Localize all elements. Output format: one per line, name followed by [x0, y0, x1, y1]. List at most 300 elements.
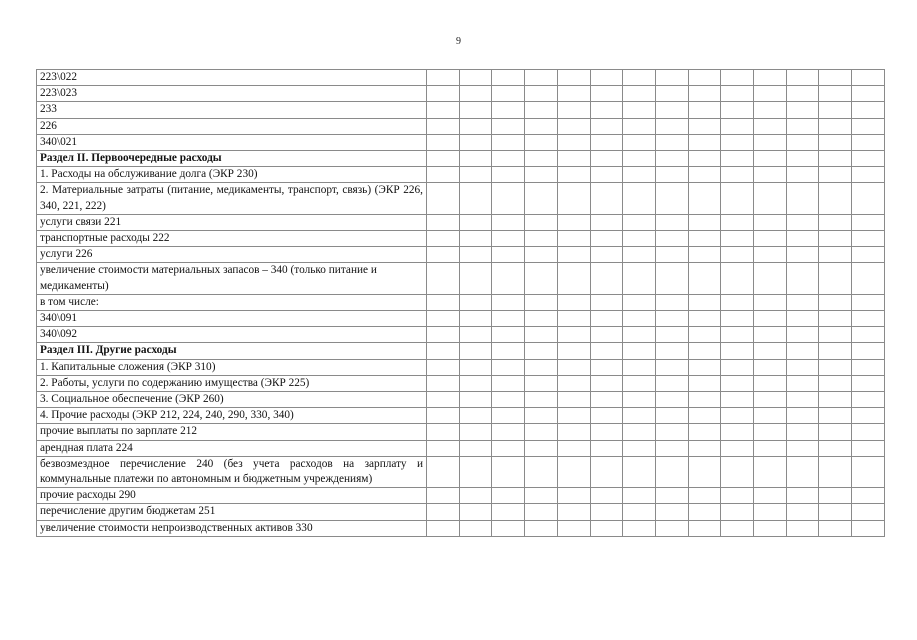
value-cell [459, 247, 492, 263]
row-label: транспортные расходы 222 [37, 231, 427, 247]
value-cell [459, 424, 492, 440]
value-cell [655, 167, 688, 183]
value-cell [852, 231, 885, 247]
value-cell [721, 214, 754, 230]
value-cell [721, 392, 754, 408]
value-cell [492, 183, 525, 214]
value-cell [655, 408, 688, 424]
value-cell [721, 359, 754, 375]
value-cell [721, 456, 754, 487]
value-cell [623, 263, 656, 294]
value-cell [786, 375, 819, 391]
table-row [37, 247, 885, 263]
value-cell [754, 440, 787, 456]
value-cell [721, 231, 754, 247]
value-cell [557, 102, 590, 118]
value-cell [492, 408, 525, 424]
value-cell [623, 70, 656, 86]
value-cell [590, 408, 623, 424]
value-cell [852, 183, 885, 214]
value-cell [721, 504, 754, 520]
value-cell [819, 294, 852, 310]
value-cell [623, 214, 656, 230]
value-cell [786, 167, 819, 183]
value-cell [590, 214, 623, 230]
value-cell [688, 134, 721, 150]
value-cell [427, 456, 460, 487]
value-cell [754, 343, 787, 359]
value-cell [721, 408, 754, 424]
value-cell [525, 167, 558, 183]
value-cell [557, 294, 590, 310]
value-cell [852, 247, 885, 263]
value-cell [459, 151, 492, 167]
value-cell [721, 102, 754, 118]
value-cell [754, 359, 787, 375]
value-cell [427, 86, 460, 102]
value-cell [557, 86, 590, 102]
value-cell [655, 488, 688, 504]
value-cell [427, 359, 460, 375]
value-cell [557, 263, 590, 294]
value-cell [819, 134, 852, 150]
value-cell [819, 214, 852, 230]
value-cell [852, 263, 885, 294]
value-cell [754, 520, 787, 536]
value-cell [427, 183, 460, 214]
value-cell [623, 343, 656, 359]
row-label: увеличение стоимости непроизводственных активов 330 [37, 520, 427, 536]
value-cell [819, 359, 852, 375]
value-cell [688, 343, 721, 359]
table-row [37, 359, 885, 375]
value-cell [492, 247, 525, 263]
value-cell [525, 359, 558, 375]
row-label: 223\023 [37, 86, 427, 102]
value-cell [754, 504, 787, 520]
value-cell [590, 134, 623, 150]
value-cell [525, 456, 558, 487]
value-cell [492, 231, 525, 247]
value-cell [786, 440, 819, 456]
value-cell [819, 375, 852, 391]
value-cell [492, 327, 525, 343]
value-cell [819, 311, 852, 327]
value-cell [852, 408, 885, 424]
row-label: в том числе: [37, 294, 427, 310]
value-cell [557, 70, 590, 86]
value-cell [754, 134, 787, 150]
value-cell [427, 343, 460, 359]
value-cell [688, 183, 721, 214]
value-cell [721, 183, 754, 214]
table-row [37, 102, 885, 118]
value-cell [590, 86, 623, 102]
value-cell [786, 70, 819, 86]
value-cell [786, 488, 819, 504]
value-cell [557, 520, 590, 536]
value-cell [655, 520, 688, 536]
value-cell [427, 214, 460, 230]
value-cell [623, 118, 656, 134]
value-cell [427, 70, 460, 86]
value-cell [557, 118, 590, 134]
value-cell [819, 343, 852, 359]
value-cell [459, 70, 492, 86]
value-cell [459, 504, 492, 520]
value-cell [819, 456, 852, 487]
value-cell [459, 231, 492, 247]
value-cell [819, 183, 852, 214]
row-label: 233 [37, 102, 427, 118]
value-cell [721, 247, 754, 263]
value-cell [427, 231, 460, 247]
value-cell [852, 70, 885, 86]
section-title: Раздел III. Другие расходы [37, 343, 427, 359]
value-cell [525, 311, 558, 327]
value-cell [492, 86, 525, 102]
value-cell [623, 424, 656, 440]
value-cell [655, 118, 688, 134]
value-cell [754, 392, 787, 408]
value-cell [852, 520, 885, 536]
value-cell [427, 102, 460, 118]
value-cell [786, 263, 819, 294]
value-cell [852, 440, 885, 456]
value-cell [557, 327, 590, 343]
value-cell [852, 102, 885, 118]
value-cell [525, 263, 558, 294]
value-cell [786, 231, 819, 247]
value-cell [655, 392, 688, 408]
row-label: арендная плата 224 [37, 440, 427, 456]
row-label: 340\092 [37, 327, 427, 343]
value-cell [786, 504, 819, 520]
value-cell [557, 440, 590, 456]
value-cell [655, 214, 688, 230]
value-cell [786, 456, 819, 487]
value-cell [688, 504, 721, 520]
value-cell [852, 134, 885, 150]
value-cell [754, 488, 787, 504]
value-cell [525, 424, 558, 440]
value-cell [688, 456, 721, 487]
value-cell [655, 134, 688, 150]
value-cell [819, 102, 852, 118]
table-row [37, 214, 885, 230]
value-cell [688, 247, 721, 263]
table-row [37, 520, 885, 536]
value-cell [459, 102, 492, 118]
table-row [37, 167, 885, 183]
value-cell [492, 392, 525, 408]
value-cell [492, 214, 525, 230]
value-cell [655, 440, 688, 456]
section-header-row [37, 343, 885, 359]
value-cell [852, 375, 885, 391]
value-cell [623, 392, 656, 408]
value-cell [852, 424, 885, 440]
value-cell [590, 327, 623, 343]
value-cell [688, 424, 721, 440]
value-cell [492, 118, 525, 134]
value-cell [852, 343, 885, 359]
value-cell [688, 359, 721, 375]
value-cell [590, 118, 623, 134]
value-cell [459, 440, 492, 456]
budget-table [36, 69, 885, 537]
value-cell [623, 231, 656, 247]
value-cell [754, 247, 787, 263]
value-cell [754, 151, 787, 167]
row-label: 4. Прочие расходы (ЭКР 212, 224, 240, 290, 330, 340) [37, 408, 427, 424]
row-label: увеличение стоимости материальных запасов – 340 (только питание и медикаменты) [37, 263, 427, 294]
value-cell [525, 294, 558, 310]
value-cell [590, 151, 623, 167]
value-cell [590, 294, 623, 310]
value-cell [459, 456, 492, 487]
value-cell [623, 86, 656, 102]
value-cell [819, 504, 852, 520]
value-cell [525, 375, 558, 391]
value-cell [427, 167, 460, 183]
value-cell [492, 440, 525, 456]
value-cell [819, 327, 852, 343]
value-cell [688, 151, 721, 167]
value-cell [786, 343, 819, 359]
value-cell [525, 327, 558, 343]
value-cell [819, 86, 852, 102]
value-cell [623, 102, 656, 118]
value-cell [623, 359, 656, 375]
value-cell [427, 311, 460, 327]
value-cell [590, 440, 623, 456]
value-cell [754, 214, 787, 230]
value-cell [492, 102, 525, 118]
value-cell [525, 520, 558, 536]
value-cell [525, 392, 558, 408]
value-cell [688, 231, 721, 247]
value-cell [492, 424, 525, 440]
value-cell [427, 294, 460, 310]
value-cell [427, 408, 460, 424]
value-cell [557, 167, 590, 183]
value-cell [655, 359, 688, 375]
table-row [37, 408, 885, 424]
value-cell [525, 102, 558, 118]
value-cell [623, 134, 656, 150]
value-cell [819, 392, 852, 408]
row-label: прочие выплаты по зарплате 212 [37, 424, 427, 440]
value-cell [721, 440, 754, 456]
table-row [37, 70, 885, 86]
value-cell [688, 214, 721, 230]
value-cell [427, 520, 460, 536]
value-cell [819, 263, 852, 294]
value-cell [819, 70, 852, 86]
row-label: 223\022 [37, 70, 427, 86]
table-row [37, 424, 885, 440]
value-cell [623, 167, 656, 183]
value-cell [819, 520, 852, 536]
table-row [37, 440, 885, 456]
value-cell [655, 327, 688, 343]
value-cell [427, 488, 460, 504]
value-cell [459, 134, 492, 150]
value-cell [754, 86, 787, 102]
value-cell [688, 263, 721, 294]
value-cell [754, 70, 787, 86]
value-cell [459, 294, 492, 310]
value-cell [623, 247, 656, 263]
value-cell [688, 102, 721, 118]
row-label: безвозмездное перечисление 240 (без учета расходов на зарплату и коммунальные платежи по автономным и бюджетным учреждениям) [37, 456, 427, 487]
value-cell [427, 327, 460, 343]
value-cell [688, 408, 721, 424]
value-cell [786, 247, 819, 263]
value-cell [557, 488, 590, 504]
value-cell [623, 151, 656, 167]
value-cell [721, 118, 754, 134]
value-cell [655, 375, 688, 391]
value-cell [623, 456, 656, 487]
value-cell [819, 118, 852, 134]
value-cell [819, 247, 852, 263]
value-cell [786, 102, 819, 118]
value-cell [525, 86, 558, 102]
value-cell [688, 294, 721, 310]
value-cell [427, 118, 460, 134]
value-cell [655, 102, 688, 118]
value-cell [557, 343, 590, 359]
value-cell [525, 247, 558, 263]
value-cell [754, 231, 787, 247]
value-cell [590, 247, 623, 263]
value-cell [852, 294, 885, 310]
value-cell [721, 167, 754, 183]
table-row [37, 392, 885, 408]
value-cell [786, 118, 819, 134]
table-row [37, 504, 885, 520]
value-cell [623, 294, 656, 310]
value-cell [623, 311, 656, 327]
value-cell [427, 504, 460, 520]
section-header-row [37, 151, 885, 167]
budget-table-body [37, 70, 885, 537]
value-cell [721, 520, 754, 536]
value-cell [525, 183, 558, 214]
value-cell [688, 118, 721, 134]
value-cell [786, 327, 819, 343]
table-row [37, 118, 885, 134]
value-cell [688, 375, 721, 391]
value-cell [754, 424, 787, 440]
value-cell [492, 70, 525, 86]
value-cell [852, 151, 885, 167]
value-cell [459, 375, 492, 391]
value-cell [525, 488, 558, 504]
value-cell [623, 375, 656, 391]
value-cell [688, 392, 721, 408]
value-cell [427, 263, 460, 294]
row-label: 2. Работы, услуги по содержанию имущества (ЭКР 225) [37, 375, 427, 391]
value-cell [492, 504, 525, 520]
value-cell [427, 424, 460, 440]
table-row [37, 231, 885, 247]
value-cell [852, 359, 885, 375]
value-cell [754, 375, 787, 391]
value-cell [459, 311, 492, 327]
row-label: 1. Капитальные сложения (ЭКР 310) [37, 359, 427, 375]
value-cell [557, 359, 590, 375]
table-row [37, 327, 885, 343]
value-cell [590, 70, 623, 86]
value-cell [786, 151, 819, 167]
value-cell [525, 151, 558, 167]
value-cell [590, 424, 623, 440]
value-cell [623, 520, 656, 536]
value-cell [427, 440, 460, 456]
table-row [37, 488, 885, 504]
value-cell [754, 102, 787, 118]
table-row [37, 311, 885, 327]
value-cell [655, 231, 688, 247]
row-label: услуги связи 221 [37, 214, 427, 230]
value-cell [786, 134, 819, 150]
value-cell [623, 488, 656, 504]
value-cell [557, 408, 590, 424]
value-cell [819, 151, 852, 167]
value-cell [590, 183, 623, 214]
value-cell [721, 327, 754, 343]
row-label: 3. Социальное обеспечение (ЭКР 260) [37, 392, 427, 408]
value-cell [819, 408, 852, 424]
value-cell [525, 70, 558, 86]
value-cell [459, 343, 492, 359]
section-title: Раздел II. Первоочередные расходы [37, 151, 427, 167]
value-cell [557, 183, 590, 214]
value-cell [590, 263, 623, 294]
value-cell [754, 327, 787, 343]
value-cell [525, 440, 558, 456]
value-cell [655, 183, 688, 214]
table-row [37, 456, 885, 487]
value-cell [688, 311, 721, 327]
value-cell [427, 247, 460, 263]
value-cell [557, 151, 590, 167]
value-cell [688, 70, 721, 86]
table-row [37, 86, 885, 102]
value-cell [688, 327, 721, 343]
value-cell [721, 86, 754, 102]
value-cell [557, 134, 590, 150]
value-cell [459, 118, 492, 134]
value-cell [786, 214, 819, 230]
value-cell [557, 311, 590, 327]
value-cell [623, 440, 656, 456]
value-cell [459, 327, 492, 343]
value-cell [557, 424, 590, 440]
value-cell [590, 456, 623, 487]
value-cell [688, 440, 721, 456]
value-cell [492, 359, 525, 375]
value-cell [492, 311, 525, 327]
value-cell [459, 263, 492, 294]
value-cell [754, 167, 787, 183]
value-cell [623, 183, 656, 214]
row-label: 2. Материальные затраты (питание, медикаменты, транспорт, связь) (ЭКР 226, 340, 221, 222) [37, 183, 427, 214]
value-cell [459, 488, 492, 504]
